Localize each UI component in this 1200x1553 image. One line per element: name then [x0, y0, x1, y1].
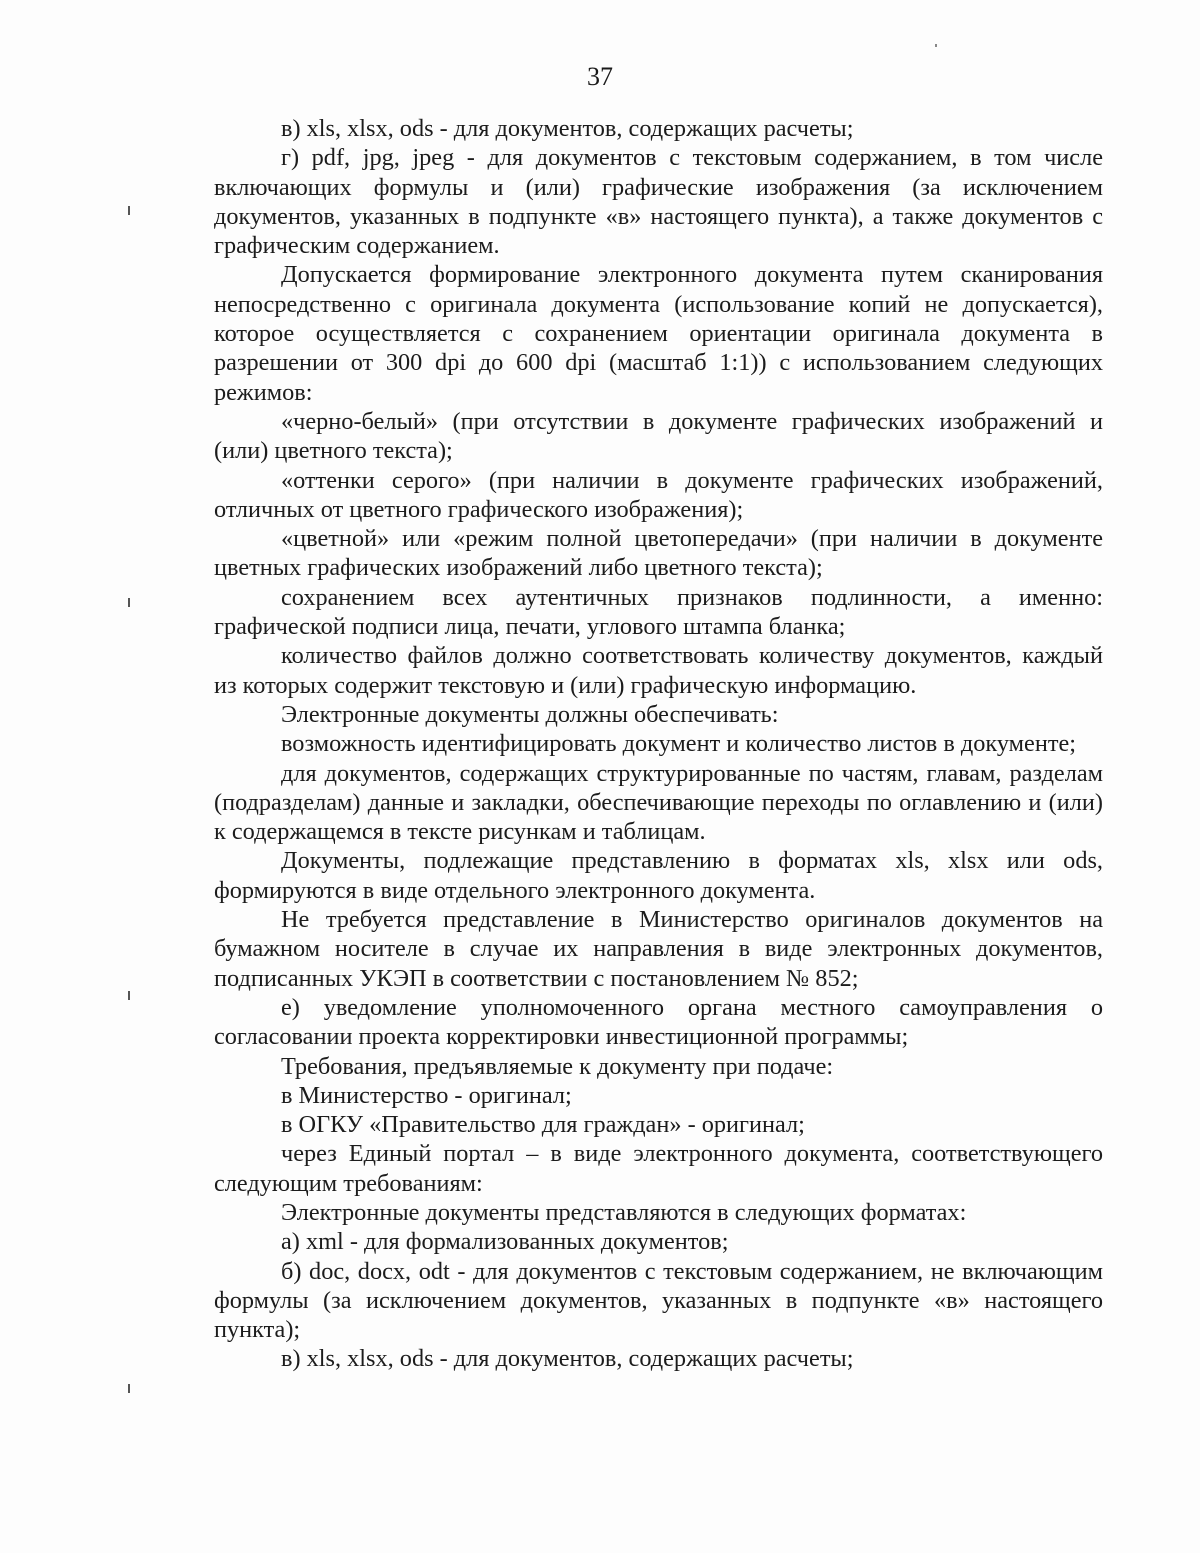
- paragraph: для документов, содержащих структурированные по частям, главам, разделам (подразделам) данные и закладки, обеспечивающие переходы по оглавлению и (или) к содержащемся в тексте рисункам и таблицам.: [214, 759, 1103, 846]
- paragraph: в ОГКУ «Правительство для граждан» - оригинал;: [281, 1111, 805, 1139]
- paragraph: а) xml - для формализованных документов;: [281, 1228, 729, 1256]
- paragraph: Электронные документы должны обеспечивать:: [281, 700, 779, 728]
- paragraph: е) уведомление уполномоченного органа местного самоуправления о согласовании проекта корректировки инвестиционной программы;: [214, 993, 1103, 1051]
- binding-mark: [128, 1384, 130, 1393]
- paragraph: г) pdf, jpg, jpeg - для документов с текстовым содержанием, в том числе включающих формулы и (или) графические изображения (за исключением документов, указанных в подпункте «в» настоящего пункта), а также документов с графическим содержанием.: [214, 144, 1103, 260]
- paragraph: сохранением всех аутентичных признаков подлинности, а именно: графической подписи лица, печати, углового штампа бланка;: [214, 583, 1103, 641]
- binding-mark: [128, 206, 130, 215]
- paragraph: Допускается формирование электронного документа путем сканирования непосредственно с оригинала документа (использование копий не допускается), которое осуществляется с сохранением ориентации оригинала документа в разрешении от 300 dpi до 600 dpi (масштаб 1:1)) с использованием следующих режимов:: [214, 261, 1103, 406]
- scan-speck: [935, 44, 937, 47]
- paragraph: Требования, предъявляемые к документу при подаче:: [281, 1052, 834, 1080]
- paragraph: «цветной» или «режим полной цветопередачи» (при наличии в документе цветных графических изображений либо цветного текста);: [214, 525, 1103, 582]
- binding-mark: [128, 598, 130, 607]
- page-number: 37: [587, 62, 613, 91]
- paragraph: «черно-белый» (при отсутствии в документе графических изображений и (или) цветного текста);: [214, 407, 1103, 465]
- paragraph: в) xls, xlsx, ods - для документов, содержащих расчеты;: [281, 1345, 854, 1373]
- paragraph: в) xls, xlsx, ods - для документов, содержащих расчеты;: [281, 115, 854, 142]
- paragraph: Электронные документы представляются в следующих форматах:: [281, 1198, 967, 1226]
- paragraph: возможность идентифицировать документ и количество листов в документе;: [281, 730, 1076, 758]
- paragraph: «оттенки серого» (при наличии в документе графических изображений, отличных от цветного графического изображения);: [214, 466, 1103, 523]
- paragraph: Документы, подлежащие представлению в форматах xls, xlsx или ods, формируются в виде отдельного электронного документа.: [214, 847, 1103, 904]
- document-body: [214, 114, 1103, 1374]
- paragraph: б) doc, docx, odt - для документов с текстовым содержанием, не включающим формулы (за исключением документов, указанных в подпункте «в» настоящего пункта);: [214, 1257, 1103, 1344]
- paragraph: в Министерство - оригинал;: [281, 1081, 572, 1109]
- binding-mark: [128, 991, 130, 1000]
- paragraph: Не требуется представление в Министерство оригиналов документов на бумажном носителе в случае их направления в виде электронных документов, подписанных УКЭП в соответствии с постановлением № 852;: [214, 906, 1103, 992]
- paragraph: через Единый портал – в виде электронного документа, соответствующего следующим требованиям:: [214, 1140, 1103, 1197]
- paragraph: количество файлов должно соответствовать количеству документов, каждый из которых содержит текстовую и (или) графическую информацию.: [214, 642, 1103, 699]
